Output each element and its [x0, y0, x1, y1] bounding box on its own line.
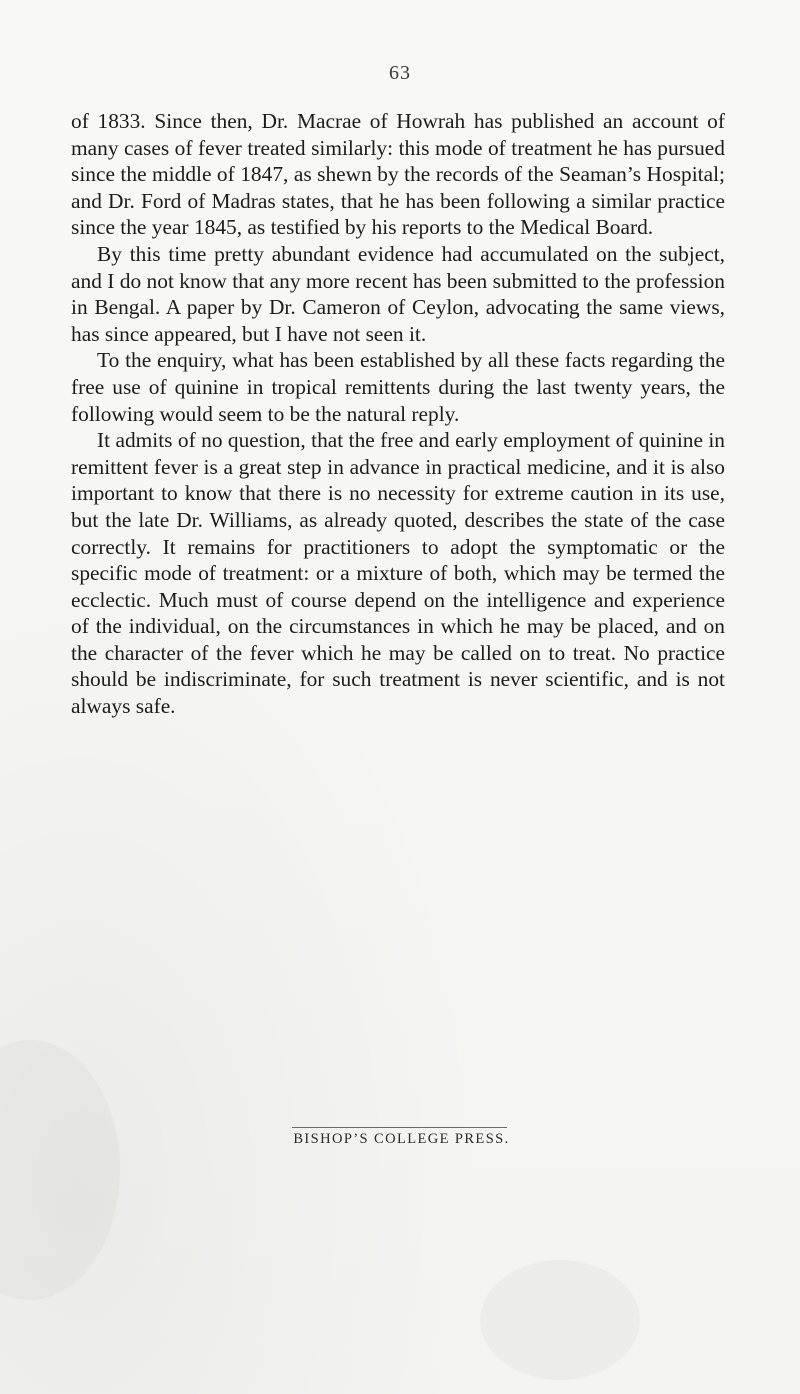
page-number: 63 — [389, 62, 411, 84]
body-text — [71, 108, 725, 720]
footer-rule — [292, 1127, 507, 1128]
printer-imprint: BISHOP’S COLLEGE PRESS. — [293, 1131, 510, 1147]
paragraph: To the enquiry, what has been established by all these facts regarding the free use of quinine in tropical remittents during the last twenty years, the following would seem to be the natural reply. — [71, 348, 725, 426]
paragraph: of 1833. Since then, Dr. Macrae of Howrah has published an account of many cases of fever treated similarly: this mode of treatment he has pursued since the middle of 1847, as shewn by the records of the Seaman’s Hospital; and Dr. Ford of Madras states, that he has been following a similar practice since the year 1845, as testified by his reports to the Medical Board. — [71, 109, 725, 240]
paragraph: By this time pretty abundant evidence had accumulated on the subject, and I do not know that any more recent has been submitted to the profession in Bengal. A paper by Dr. Cameron of Ceylon, advocating the same views, has since appeared, but I have not seen it. — [71, 241, 725, 346]
paper-stain — [0, 1040, 120, 1300]
paper-stain — [480, 1260, 640, 1380]
paragraph: It admits of no question, that the free and early employment of quinine in remittent fever is a great step in advance in practical medicine, and it is also important to know that there is no necessity for extreme caution in its use, but the late Dr. Williams, as already quoted, describes the state of the case correctly. It remains for practitioners to adopt the symptomatic or the specific mode of treatment: or a mixture of both, which may be termed the ecclectic. Much must of course depend on the intelligence and experience of the individual, on the circumstances in which he may be placed, and on the character of the fever which he may be called on to treat. No practice should be indiscriminate, for such treatment is never scientific, and is not always safe. — [71, 428, 725, 719]
